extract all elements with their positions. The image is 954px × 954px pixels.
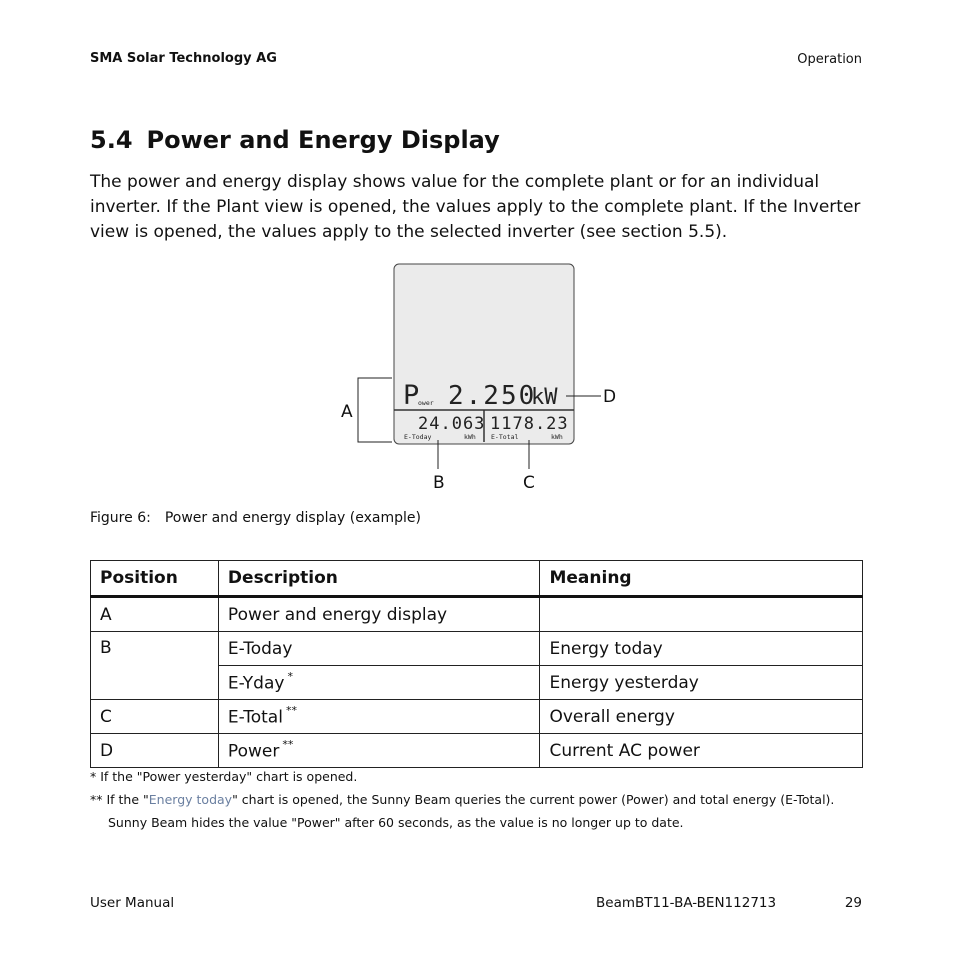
footnote-3: Sunny Beam hides the value "Power" after 60 seconds, as the value is no longer up to date. [108,815,684,830]
callout-a-label: A [341,402,353,422]
table-cell-meaning: Current AC power [540,734,863,768]
header-company: SMA Solar Technology AG [90,51,277,66]
description-text: E-Total [227,707,283,728]
table-cell-description [218,666,540,700]
power-symbol: P [403,380,420,411]
table-row [91,632,863,666]
table-header-position: Position [91,561,219,597]
energy-today-link: Energy today [148,792,233,807]
callout-a-bracket [358,378,392,442]
table-header-meaning: Meaning [540,561,863,597]
e-total-label: E-Total [491,433,519,441]
header-section: Operation [797,52,862,67]
table-header-row [91,561,863,597]
table-cell-description [218,734,540,768]
power-unit: kW [531,385,558,410]
footer-doc-id: BeamBT11-BA-BEN112713 [596,895,777,911]
table-row [91,597,863,632]
description-text: Power [227,741,280,762]
callout-b-label: B [433,473,445,493]
table-cell-position: A [91,597,219,632]
figure-caption-label: Figure 6: [90,510,151,526]
e-total-unit: kWh [551,433,563,441]
e-total-value: 1178.23 [490,414,569,434]
power-value: 2.250 [448,381,537,411]
callout-c-label: C [523,473,535,493]
table-cell-description: E-Today [218,632,540,666]
footnote-marker: * [287,669,293,683]
section-title [90,126,500,154]
footnote-marker: ** [285,703,297,717]
table-cell-description [218,700,540,734]
table-cell-meaning: Energy today [540,632,863,666]
footnote-marker: ** [282,737,294,751]
table-cell-position: D [91,734,219,768]
table-cell-meaning: Overall energy [540,700,863,734]
footnote-2-prefix: ** If the " [90,792,149,807]
footer-page-number: 29 [844,895,862,911]
power-label: ower [418,399,434,407]
position-table [90,560,863,768]
table-cell-description: Power and energy display [218,597,540,632]
intro-paragraph: The power and energy display shows value for the complete plant or for an individual inverter. If the Plant view is opened, the values apply to the complete plant. If the Inverter view is opened, the values apply to the selected inverter (see section 5.5). [90,172,861,242]
table-cell-position: B [91,632,219,700]
description-text: E-Yday [227,673,285,694]
section-title-text: Power and Energy Display [146,126,500,154]
figure-caption [90,510,421,526]
display-figure [330,258,630,498]
footnote-2 [90,788,834,811]
table-row [91,734,863,768]
e-today-unit: kWh [464,433,476,441]
callout-d-label: D [603,387,617,407]
footnote-2-suffix: " chart is opened, the Sunny Beam queries the current power (Power) and total energy (E-Total). [232,792,835,807]
footer-manual-label: User Manual [90,895,175,911]
table-row [91,700,863,734]
footnote-1: * If the "Power yesterday" chart is opened. [90,769,358,784]
figure-caption-text: Power and energy display (example) [164,510,421,526]
section-number: 5.4 [90,126,133,154]
e-today-value: 24.063 [418,414,486,434]
table-header-description: Description [218,561,540,597]
table-cell-position: C [91,700,219,734]
footnotes [90,765,834,834]
table-cell-meaning [540,597,863,632]
table-cell-meaning: Energy yesterday [540,666,863,700]
e-today-label: E-Today [404,433,432,441]
